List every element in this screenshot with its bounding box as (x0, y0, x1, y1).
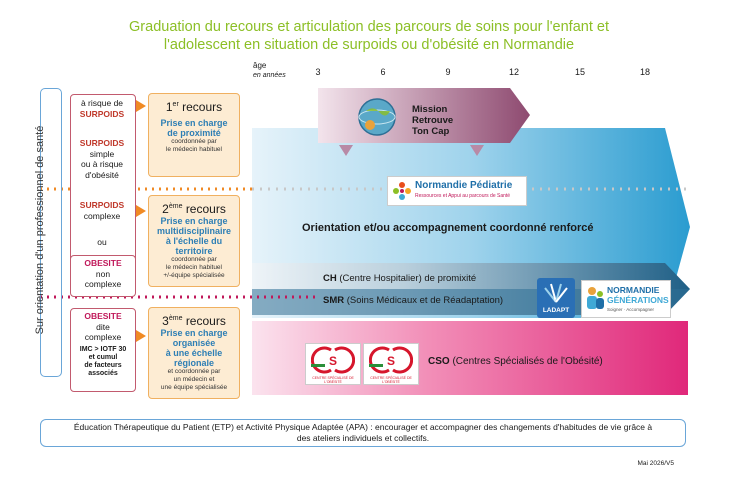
cso-logo-1 (305, 343, 361, 385)
recours-2-bold (149, 216, 239, 256)
category-text: complexe (84, 279, 122, 289)
ladapt-text: LADAPT (542, 307, 570, 314)
category-text: complexe (84, 332, 122, 342)
recours-bold-line: de proximité (167, 128, 221, 138)
cso-abbr: CSO (428, 356, 450, 367)
recours-sub-line: coordonnée par (171, 138, 217, 145)
category-obesite-non-complexe (70, 255, 136, 297)
etp-apa-note (40, 419, 686, 447)
recours-2-box (148, 195, 240, 287)
note-line: de facteurs (84, 361, 122, 369)
recours-bold-line: Prise en charge (160, 328, 228, 338)
cso-full: (Centres Spécialisés de l'Obésité) (452, 356, 603, 367)
pediatrie-flower-icon (392, 181, 412, 201)
category-text: ou à risque (80, 159, 124, 169)
recours-sub-line: et coordonnée par (167, 368, 221, 375)
note-line-1: Éducation Thérapeutique du Patient (ETP) et Activité Physique Adaptée (APA) : encourager et accompagner des changements d'habitudes de vie grâce à (73, 422, 653, 432)
recours-bold-line: Prise en charge (160, 118, 228, 128)
category-text: à risque de (80, 98, 124, 108)
generations-people-icon (585, 285, 605, 311)
recours-word: recours (185, 314, 226, 328)
side-label: Sur orientation d'un professionnel de santé (34, 125, 46, 335)
recours-bold-line: multidisciplinaire (156, 226, 232, 236)
recours-sub-line: coordonnée par (171, 256, 217, 263)
recours-bold-line: territoire (175, 246, 213, 256)
age-tick-3: 3 (315, 67, 321, 77)
age-tick-12: 12 (508, 67, 519, 77)
recours-sup: er (172, 101, 179, 108)
recours-bold-line: à l'échelle du (165, 236, 223, 246)
category-text: simple (89, 148, 115, 159)
recours-1-bold (149, 118, 239, 138)
category-text: dite (96, 321, 110, 332)
mission-line: Mission (412, 104, 448, 115)
recours-word: recours (182, 100, 223, 114)
cso-logo-icon (311, 346, 355, 374)
cso-logo-2 (363, 343, 419, 385)
recours-sup: ème (168, 315, 183, 322)
svg-text:S: S (328, 354, 338, 368)
smr-abbr: SMR (323, 295, 345, 306)
cso-label (428, 356, 603, 367)
category-bold: OBESITE (84, 258, 122, 268)
title-line-2: l'adolescent en situation de surpoids ou d'obésité en Normandie (163, 37, 575, 53)
title-line-1: Graduation du recours et articulation des parcours de soins pour l'enfant et (129, 19, 609, 35)
ch-label (323, 273, 476, 284)
mission-globe-icon (352, 95, 402, 139)
smr-label (323, 295, 503, 306)
recours-sub-line: +/-équipe spécialisée (163, 272, 225, 279)
recours-num: 1 (165, 100, 173, 114)
recours-1-sub (149, 138, 239, 154)
category-or: ou (97, 237, 107, 247)
category-risk-surpoids (70, 98, 134, 119)
pediatrie-name: Normandie Pédiatrie (415, 180, 513, 191)
svg-text:S: S (386, 354, 396, 368)
mission-label (412, 104, 453, 137)
version-date: Mai 2026/V5 (637, 460, 674, 467)
smr-full: (Soins Médicaux et de Réadaptation) (346, 295, 504, 306)
orientation-label: Orientation et/ou accompagnement coordonné renforcé (302, 222, 594, 234)
note-line: associés (88, 369, 118, 377)
category-text: non (95, 268, 111, 279)
category-obesite-complexe (70, 308, 136, 392)
recours-bold-line: Prise en charge (160, 216, 228, 226)
recours-3-box (148, 307, 240, 399)
note-line: IMC > IOTF 30 (79, 345, 127, 353)
recours-2-title (149, 200, 239, 216)
generations-sub: Soigner · Accompagner (607, 307, 655, 312)
mission-line: Retrouve (412, 115, 454, 126)
age-tick-9: 9 (445, 67, 451, 77)
category-bold: OBESITE (84, 311, 122, 321)
age-unit: en années (253, 72, 286, 79)
recours-sub-line: le médecin habituel (165, 146, 222, 153)
category-bold: SURPOIDS (79, 138, 125, 148)
mission-line: Ton Cap (412, 126, 450, 137)
ch-abbr: CH (323, 273, 337, 284)
ladapt-fan-icon (543, 282, 569, 304)
cso-logo-text: CENTRE SPÉCIALISÉ DE L'OBÉSITÉ (370, 376, 412, 384)
recours-2-sub (149, 256, 239, 280)
category-surpoids-complexe (70, 200, 134, 221)
category-text: d'obésité (85, 169, 119, 180)
generations-l2: GÉNÉRATIONS (607, 295, 669, 305)
note-line: et cumul (88, 353, 118, 361)
recours-3-sub (149, 368, 239, 392)
generations-l1: NORMANDIE (607, 285, 660, 295)
category-text: complexe (83, 210, 121, 221)
category-bold: SURPOIDS (79, 200, 125, 210)
category-bold: SURPOIDS (79, 108, 125, 119)
age-tick-18: 18 (639, 67, 650, 77)
recours-bold-line: régionale (173, 358, 214, 368)
recours-sub-line: le médecin habituel (165, 264, 222, 271)
ladapt-logo (537, 278, 575, 318)
recours-num: 2 (162, 202, 169, 216)
recours-num: 3 (162, 314, 169, 328)
recours-word: recours (185, 202, 226, 216)
note-line-2: des ateliers individuels et collectifs. (296, 433, 430, 443)
normandie-pediatrie-logo (387, 176, 527, 206)
recours-bold-line: organisée (172, 338, 216, 348)
recours-1-box (148, 93, 240, 177)
recours-1-title (149, 98, 239, 114)
age-tick-6: 6 (380, 67, 386, 77)
recours-sub-line: un médecin et (173, 376, 215, 383)
cso-logo-text: CENTRE SPÉCIALISÉ DE L'OBÉSITÉ (312, 376, 354, 384)
ch-full: (Centre Hospitalier) de promixité (339, 273, 477, 284)
recours-sub-line: une équipe spécialisée (160, 384, 228, 391)
pediatrie-sub: Ressources et Appui au parcours de Santé (415, 193, 511, 199)
recours-3-bold (149, 328, 239, 368)
normandie-generations-logo (581, 280, 671, 318)
recours-3-title (149, 312, 239, 328)
recours-sup: ème (168, 203, 183, 210)
age-label: âge (253, 61, 267, 70)
recours-bold-line: à une échelle (165, 348, 223, 358)
category-note (71, 346, 135, 378)
age-tick-15: 15 (574, 67, 585, 77)
category-surpoids-simple (70, 138, 134, 180)
cso-logo-icon (369, 346, 413, 374)
